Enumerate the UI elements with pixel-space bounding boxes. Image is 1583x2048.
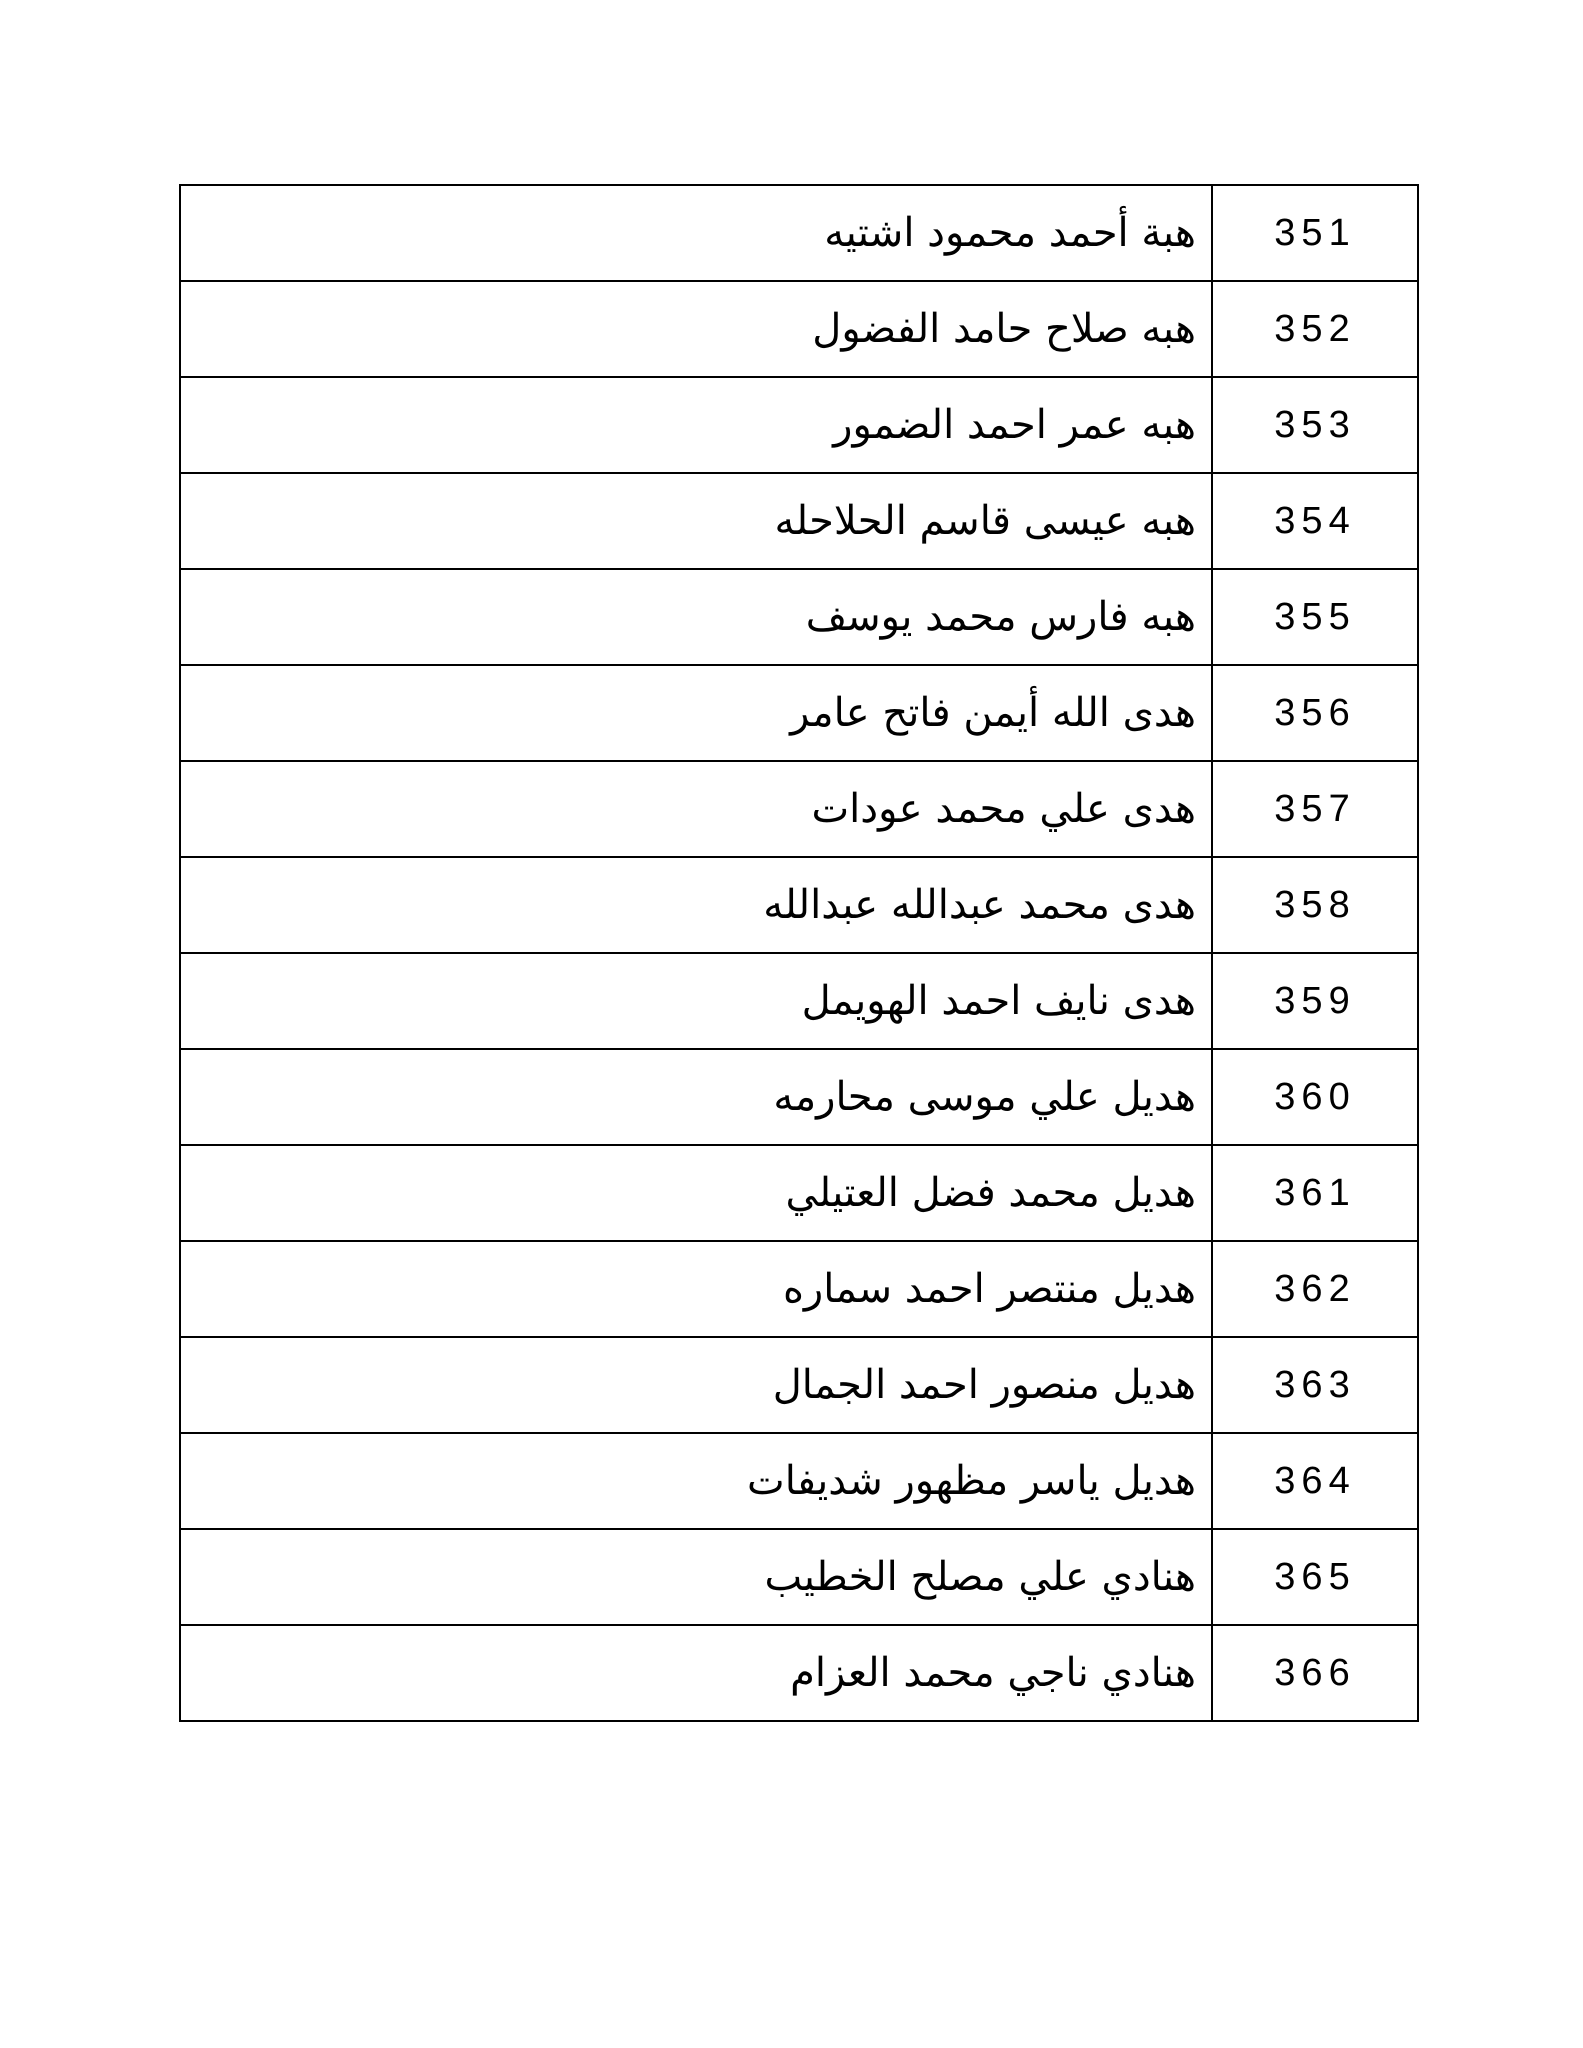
- number-cell: 363: [1212, 1337, 1418, 1433]
- name-cell: هنادي ناجي محمد العزام: [180, 1625, 1212, 1721]
- table-row: [180, 1625, 1418, 1721]
- name-cell: هديل منتصر احمد سماره: [180, 1241, 1212, 1337]
- name-cell: هديل محمد فضل العتيلي: [180, 1145, 1212, 1241]
- number-cell: 359: [1212, 953, 1418, 1049]
- number-cell: 362: [1212, 1241, 1418, 1337]
- table-row: [180, 1145, 1418, 1241]
- table-row: [180, 1241, 1418, 1337]
- name-cell: هبه عمر احمد الضمور: [180, 377, 1212, 473]
- number-cell: 358: [1212, 857, 1418, 953]
- table-row: [180, 761, 1418, 857]
- table-row: [180, 1049, 1418, 1145]
- table-row: [180, 1337, 1418, 1433]
- name-cell: هنادي علي مصلح الخطيب: [180, 1529, 1212, 1625]
- table-row: [180, 953, 1418, 1049]
- number-cell: 364: [1212, 1433, 1418, 1529]
- name-cell: هبه صلاح حامد الفضول: [180, 281, 1212, 377]
- name-cell: هبة أحمد محمود اشتيه: [180, 185, 1212, 281]
- name-cell: هدى نايف احمد الهويمل: [180, 953, 1212, 1049]
- names-table: [179, 184, 1419, 1722]
- table-row: [180, 185, 1418, 281]
- name-cell: هبه فارس محمد يوسف: [180, 569, 1212, 665]
- number-cell: 360: [1212, 1049, 1418, 1145]
- table-row: [180, 377, 1418, 473]
- name-cell: هدى محمد عبدالله عبدالله: [180, 857, 1212, 953]
- table-row: [180, 665, 1418, 761]
- table-row: [180, 473, 1418, 569]
- name-cell: هدى علي محمد عودات: [180, 761, 1212, 857]
- number-cell: 352: [1212, 281, 1418, 377]
- number-cell: 357: [1212, 761, 1418, 857]
- table-row: [180, 281, 1418, 377]
- name-cell: هبه عيسى قاسم الحلاحله: [180, 473, 1212, 569]
- table-row: [180, 1433, 1418, 1529]
- number-cell: 355: [1212, 569, 1418, 665]
- name-cell: هديل علي موسى محارمه: [180, 1049, 1212, 1145]
- table-row: [180, 857, 1418, 953]
- number-cell: 353: [1212, 377, 1418, 473]
- name-cell: هديل منصور احمد الجمال: [180, 1337, 1212, 1433]
- number-cell: 361: [1212, 1145, 1418, 1241]
- number-cell: 356: [1212, 665, 1418, 761]
- number-cell: 366: [1212, 1625, 1418, 1721]
- name-cell: هديل ياسر مظهور شديفات: [180, 1433, 1212, 1529]
- number-cell: 351: [1212, 185, 1418, 281]
- number-cell: 365: [1212, 1529, 1418, 1625]
- table-row: [180, 569, 1418, 665]
- table-row: [180, 1529, 1418, 1625]
- number-cell: 354: [1212, 473, 1418, 569]
- name-cell: هدى الله أيمن فاتح عامر: [180, 665, 1212, 761]
